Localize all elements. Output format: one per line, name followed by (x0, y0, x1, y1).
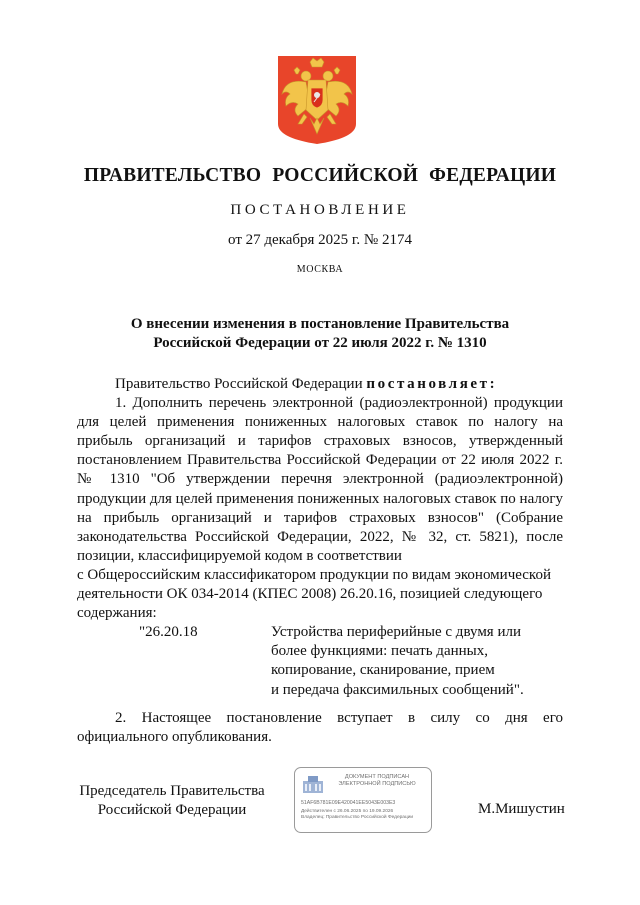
coat-of-arms-emblem (276, 54, 358, 146)
signer-position-line-2: Российской Федерации (97, 802, 247, 818)
product-code: "26.20.18 (139, 624, 198, 641)
stamp-header-line-1: ДОКУМЕНТ ПОДПИСАН (344, 774, 410, 780)
subject-line-1: О внесении изменения в постановление Правительства (130, 316, 510, 332)
stamp-header-line-2: ЭЛЕКТРОННОЙ ПОДПИСЬЮ (338, 781, 416, 787)
paragraph-1-end: с Общероссийским классификатором продукции по видам экономической деятельности ОК 034-2014 (КПЕС 2008) 26.20.16, позицией следующего содержания: (77, 566, 551, 622)
document-body (77, 375, 563, 747)
stamp-building-icon (301, 773, 325, 795)
signer-position-line-1: Председатель Правительства (79, 783, 265, 799)
decree-word: постановляет: (366, 376, 498, 392)
document-type: ПОСТАНОВЛЕНИЕ (230, 202, 410, 218)
stamp-certificate: 51AF6B781E09E420041EE5043E003E3 (301, 800, 396, 806)
document-date-number: от 27 декабря 2025 г. № 2174 (228, 232, 412, 248)
document-subject (100, 315, 540, 353)
stamp-header (329, 774, 425, 788)
government-title: ПРАВИТЕЛЬСТВО РОССИЙСКОЙ ФЕДЕРАЦИИ (83, 165, 557, 186)
description-line: копирование, сканирование, прием (271, 662, 495, 679)
signer-position (77, 782, 267, 820)
signer-name: М.Мишустин (478, 801, 565, 817)
description-line: Устройства периферийные с двумя или (271, 624, 521, 641)
description-line: и передача факсимильных сообщений". (271, 681, 524, 698)
subject-line-2: Российской Федерации от 22 июля 2022 г. № 1310 (153, 335, 487, 351)
product-description (271, 623, 563, 699)
electronic-signature-stamp (294, 767, 432, 833)
stamp-info (301, 809, 427, 821)
paragraph-2: 2. Настоящее постановление вступает в силу со дня его официального опубликования. (77, 709, 563, 745)
document-city: МОСКВА (296, 264, 344, 275)
stamp-validity: Действителен с 26.06.2025 по 19.09.2026 (301, 809, 394, 814)
preamble-text: Правительство Российской Федерации (115, 376, 363, 392)
stamp-owner: Владелец: Правительство Российской Федерации (301, 815, 414, 821)
preamble (77, 375, 563, 394)
code-position-row (77, 623, 563, 699)
description-line: более функциями: печать данных, (271, 643, 488, 660)
paragraph-1: 1. Дополнить перечень электронной (радиоэлектронной) продукции для целей применения пониженных налоговых ставок по налогу на прибыль организаций и тарифов страховых взносов, утвержденный постановлением Правительства Российской Федерации от 22 июля 2022 г. № 1310 "Об утверждении перечня электронной (радиоэлектронной) продукции для целей применения пониженных налоговых ставок по налогу на прибыль организаций и тарифов страховых взносов" (Собрание законодательства Российской Федерации, 2022, № 32, ст. 5821), после позиции, классифицируемой кодом в соответствии (77, 395, 563, 564)
